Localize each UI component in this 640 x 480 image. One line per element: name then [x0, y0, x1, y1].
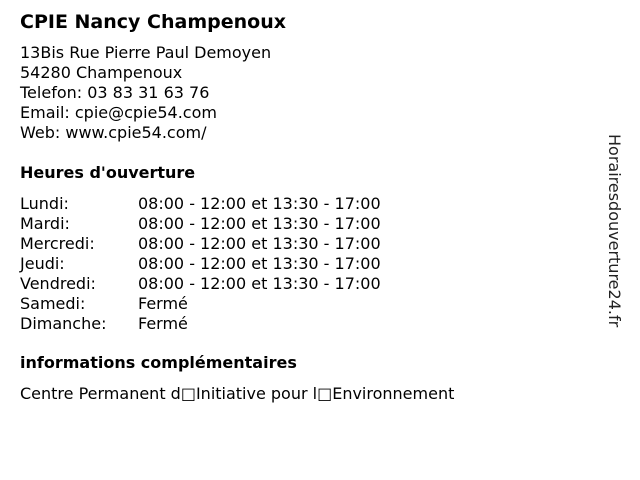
day-label: Dimanche:	[20, 314, 107, 333]
info-heading: informations complémentaires	[20, 353, 297, 372]
day-label: Mardi:	[20, 214, 70, 233]
day-label: Vendredi:	[20, 274, 96, 293]
hours-heading: Heures d'ouverture	[20, 163, 196, 182]
day-hours: 08:00 - 12:00 et 13:30 - 17:00	[138, 234, 381, 253]
day-hours: 08:00 - 12:00 et 13:30 - 17:00	[138, 214, 381, 233]
day-label: Samedi:	[20, 294, 86, 313]
email-line: Email: cpie@cpie54.com	[20, 103, 217, 122]
street-line: 13Bis Rue Pierre Paul Demoyen	[20, 43, 272, 62]
day-hours: 08:00 - 12:00 et 13:30 - 17:00	[138, 274, 381, 293]
day-hours: 08:00 - 12:00 et 13:30 - 17:00	[138, 254, 381, 273]
day-label: Lundi:	[20, 194, 69, 213]
day-label: Mercredi:	[20, 234, 95, 253]
day-label: Jeudi:	[20, 254, 65, 273]
city-line: 54280 Champenoux	[20, 63, 183, 82]
site-watermark: Horairesdouverture24.fr	[605, 134, 624, 328]
day-hours: Fermé	[138, 314, 188, 333]
info-description: Centre Permanent d□Initiative pour l□Environnement	[20, 384, 455, 403]
business-name: CPIE Nancy Champenoux	[20, 11, 286, 33]
day-hours: Fermé	[138, 294, 188, 313]
web-line: Web: www.cpie54.com/	[20, 123, 207, 142]
address-block	[20, 43, 271, 143]
day-hours: 08:00 - 12:00 et 13:30 - 17:00	[138, 194, 381, 213]
phone-line: Telefon: 03 83 31 63 76	[20, 83, 210, 102]
